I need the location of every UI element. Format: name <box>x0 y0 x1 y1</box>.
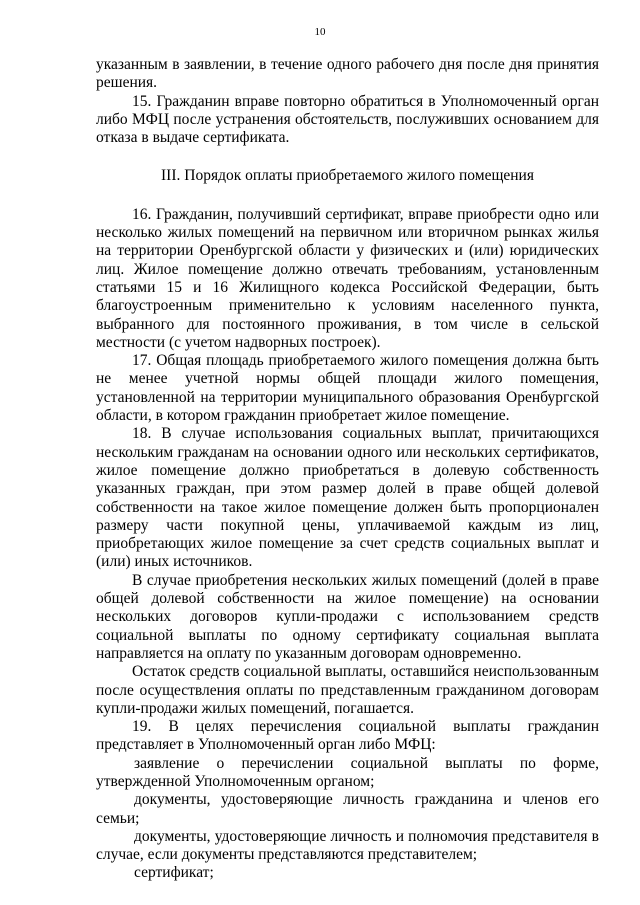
paragraph-19: 19. В целях перечисления социальной выплаты гражданин представляет в Уполномоченный орган либо МФЦ: <box>96 718 599 754</box>
paragraph-18: 18. В случае использования социальных выплат, причитающихся нескольким гражданам на основании одного или нескольких сертификатов, жилое помещение должно приобретаться в долевую собственность указанных граждан, при этом размер долей в праве общей долевой собственности на такое жилое помещение должен быть пропорционален размеру части покупной цены, уплачиваемой каждым из лиц, приобретающих жилое помещение за счет средств социальных выплат и (или) иных источников. <box>96 425 599 571</box>
paragraph-16: 16. Гражданин, получивший сертификат, вправе приобрести одно или несколько жилых помещений на первичном или вторичном рынках жилья на территории Оренбургской области у физических и (или) юридических лиц. Жилое помещение должно отвечать требованиям, установленным статьями 15 и 16 Жилищного кодекса Российской Федерации, быть благоустроенным применительно к условиям населенного пункта, выбранного для постоянного проживания, в том числе в сельской местности (с учетом надворных построек). <box>96 205 599 351</box>
list-item-representative-documents: документы, удостоверяющие личность и полномочия представителя в случае, если документы представляются представителем; <box>96 827 599 864</box>
paragraph-continuation: указанным в заявлении, в течение одного рабочего дня после дня принятия решения. <box>96 56 599 92</box>
paragraph-18-part-2: В случае приобретения нескольких жилых помещений (долей в праве общей долевой собственности на жилое помещение) на основании нескольких договоров купли-продажи с использованием средств социальной выплаты по одному сертификату социальная выплата направляется на оплату по указанным договорам одновременно. <box>96 571 599 662</box>
paragraph-17: 17. Общая площадь приобретаемого жилого помещения должна быть не менее учетной нормы общей площади жилого помещения, установленной на территории муниципального образования Оренбургской области, в котором гражданин приобретает жилое помещение. <box>96 352 599 425</box>
list-item-identity-documents: документы, удостоверяющие личность гражданина и членов его семьи; <box>96 791 599 827</box>
document-body <box>96 56 599 883</box>
paragraph-18-part-3: Остаток средств социальной выплаты, оставшийся неиспользованным после осуществления оплаты по представленным гражданином договорам купли-продажи жилых помещений, погашается. <box>96 663 599 717</box>
list-item-application: заявление о перечислении социальной выплаты по форме, утвержденной Уполномоченным органом; <box>96 754 599 790</box>
section-heading: III. Порядок оплаты приобретаемого жилого помещения <box>161 167 534 185</box>
list-item-certificate: сертификат; <box>134 864 214 882</box>
page-number: 10 <box>314 26 326 38</box>
paragraph-15: 15. Гражданин вправе повторно обратиться в Уполномоченный орган либо МФЦ после устранения обстоятельств, послуживших основанием для отказа в выдаче сертификата. <box>96 92 599 147</box>
